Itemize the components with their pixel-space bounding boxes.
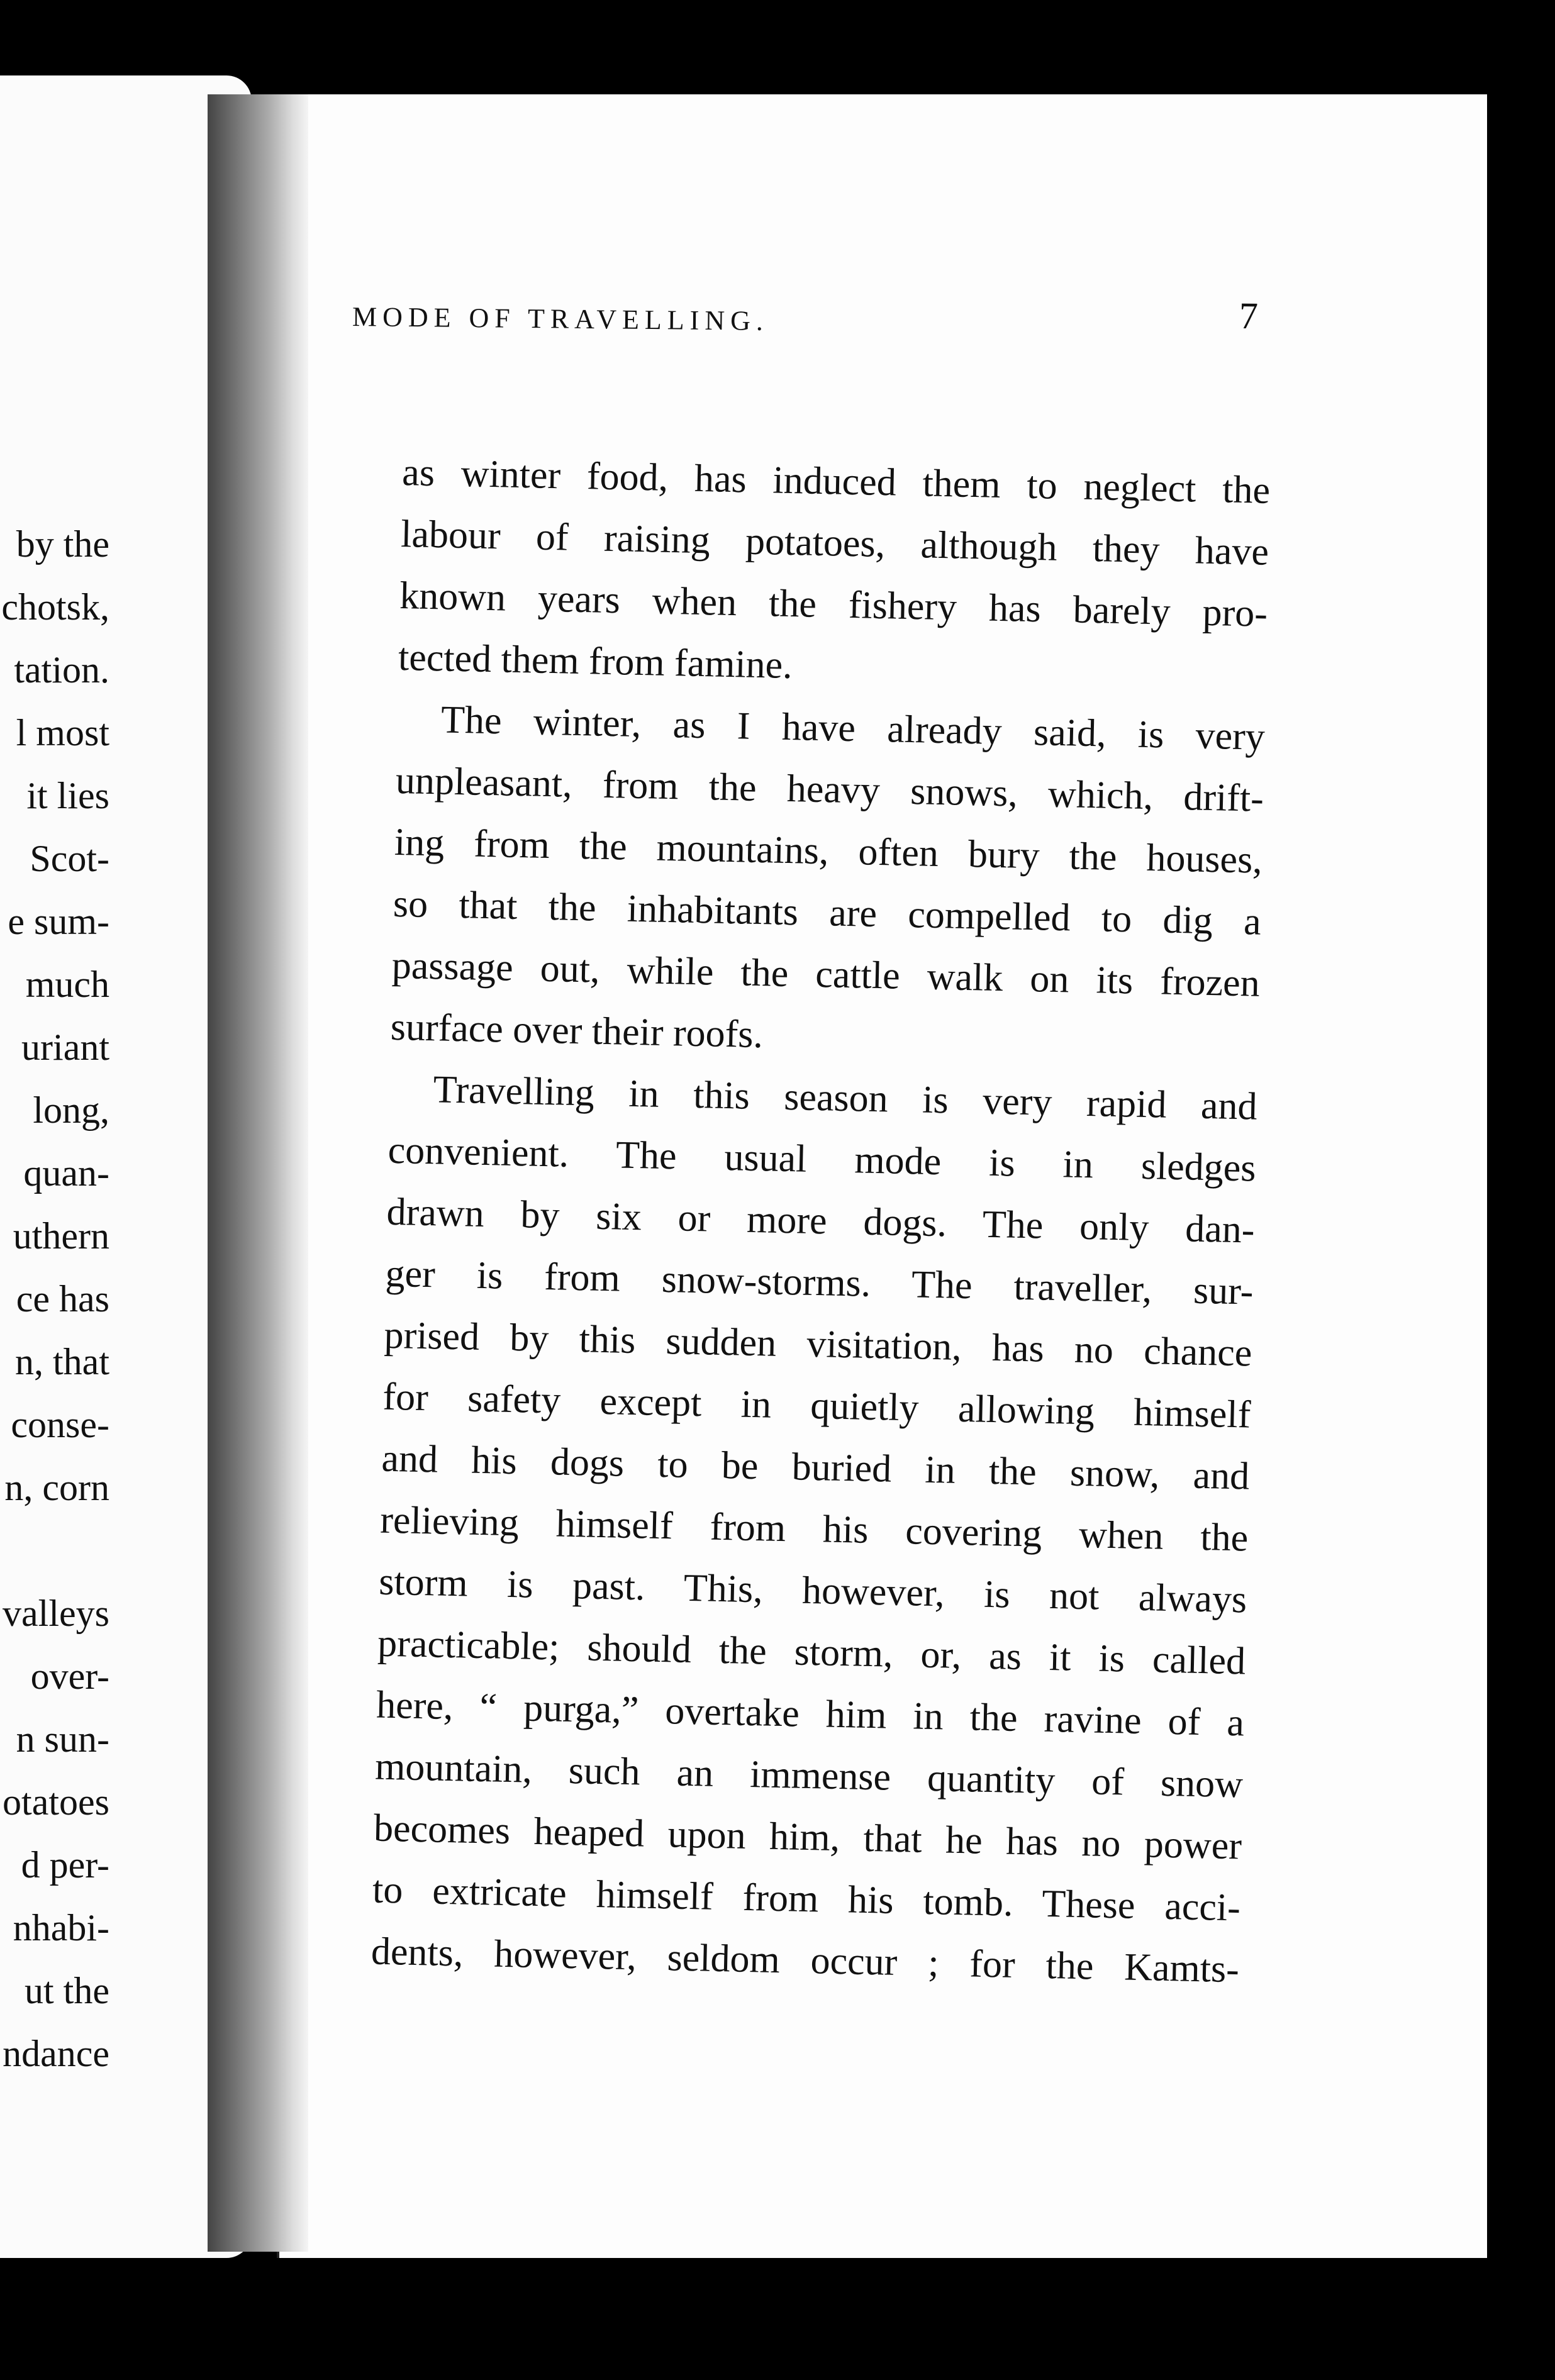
- text-line: The winter, as I have already said, is very: [440, 698, 1266, 759]
- left-line: conse-: [11, 1404, 109, 1445]
- text-line: Travelling in this season is very rapid and: [433, 1068, 1258, 1128]
- text-line: labour of raising potatoes, although they have: [400, 512, 1269, 574]
- left-line: n, corn: [4, 1467, 109, 1508]
- left-line: nhabi-: [13, 1907, 109, 1949]
- text-line: ing from the mountains, often bury the houses,: [394, 820, 1263, 882]
- left-line: n, that: [15, 1341, 109, 1382]
- text-line: unpleasant, from the heavy snows, which, drift-: [395, 759, 1264, 820]
- text-line: ger is from snow-storms. The traveller, sur-: [384, 1252, 1254, 1313]
- text-line: tected them from famine.: [398, 635, 793, 687]
- left-line: over-: [30, 1655, 109, 1697]
- text-line: mountain, such an immense quantity of snow: [374, 1745, 1244, 1806]
- text-line: dents, however, seldom occur ; for the Kamts-: [371, 1930, 1240, 1991]
- text-line: and his dogs to be buried in the snow, and: [381, 1437, 1250, 1498]
- left-line: e sum-: [8, 901, 109, 942]
- text-line: for safety except in quietly allowing himself: [382, 1375, 1251, 1437]
- left-line: valleys: [3, 1593, 109, 1634]
- left-line: l most: [16, 712, 109, 753]
- text-line: passage out, while the cattle walk on its frozen: [391, 943, 1261, 1005]
- text-line: prised by this sudden visitation, has no chance: [383, 1313, 1253, 1375]
- text-line: here, “ purga,” overtake him in the ravine of a: [376, 1683, 1245, 1745]
- left-line: n sun-: [16, 1718, 109, 1760]
- left-line: much: [25, 964, 109, 1005]
- left-line: long,: [33, 1089, 109, 1131]
- text-line: known years when the fishery has barely pro-: [399, 574, 1268, 635]
- left-line: ce has: [16, 1278, 109, 1320]
- text-line: practicable; should the storm, or, as it is called: [377, 1621, 1246, 1683]
- text-line: storm is past. This, however, is not always: [378, 1560, 1247, 1621]
- left-line: Scot-: [30, 838, 109, 879]
- left-line: d per-: [21, 1844, 109, 1886]
- text-line: so that the inhabitants are compelled to dig a: [393, 882, 1262, 943]
- text-line: becomes heaped upon him, that he has no power: [373, 1806, 1242, 1868]
- text-line: convenient. The usual mode is in sledges: [387, 1128, 1257, 1190]
- running-head: MODE OF TRAVELLING.: [352, 301, 769, 336]
- text-line: drawn by six or more dogs. The only dan-: [386, 1190, 1256, 1252]
- text-line: relieving himself from his covering when the: [379, 1498, 1249, 1560]
- text-line: surface over their roofs.: [390, 1005, 764, 1057]
- left-line: ut the: [25, 1970, 109, 2011]
- text-line: as winter food, has induced them to neglect the: [401, 451, 1271, 512]
- left-line: ndance: [3, 2033, 109, 2074]
- text-line: to extricate himself from his tomb. These acci-: [372, 1868, 1241, 1930]
- left-line: it lies: [26, 775, 109, 816]
- book-gutter: [208, 94, 308, 2252]
- left-line: uthern: [13, 1215, 109, 1257]
- left-line: by the: [16, 523, 109, 565]
- left-line: chotsk,: [1, 586, 109, 628]
- left-line: uriant: [21, 1026, 109, 1068]
- left-line: otatoes: [3, 1781, 109, 1823]
- left-line: quan-: [23, 1152, 109, 1194]
- page-number: 7: [1239, 294, 1259, 337]
- left-line: tation.: [14, 649, 109, 691]
